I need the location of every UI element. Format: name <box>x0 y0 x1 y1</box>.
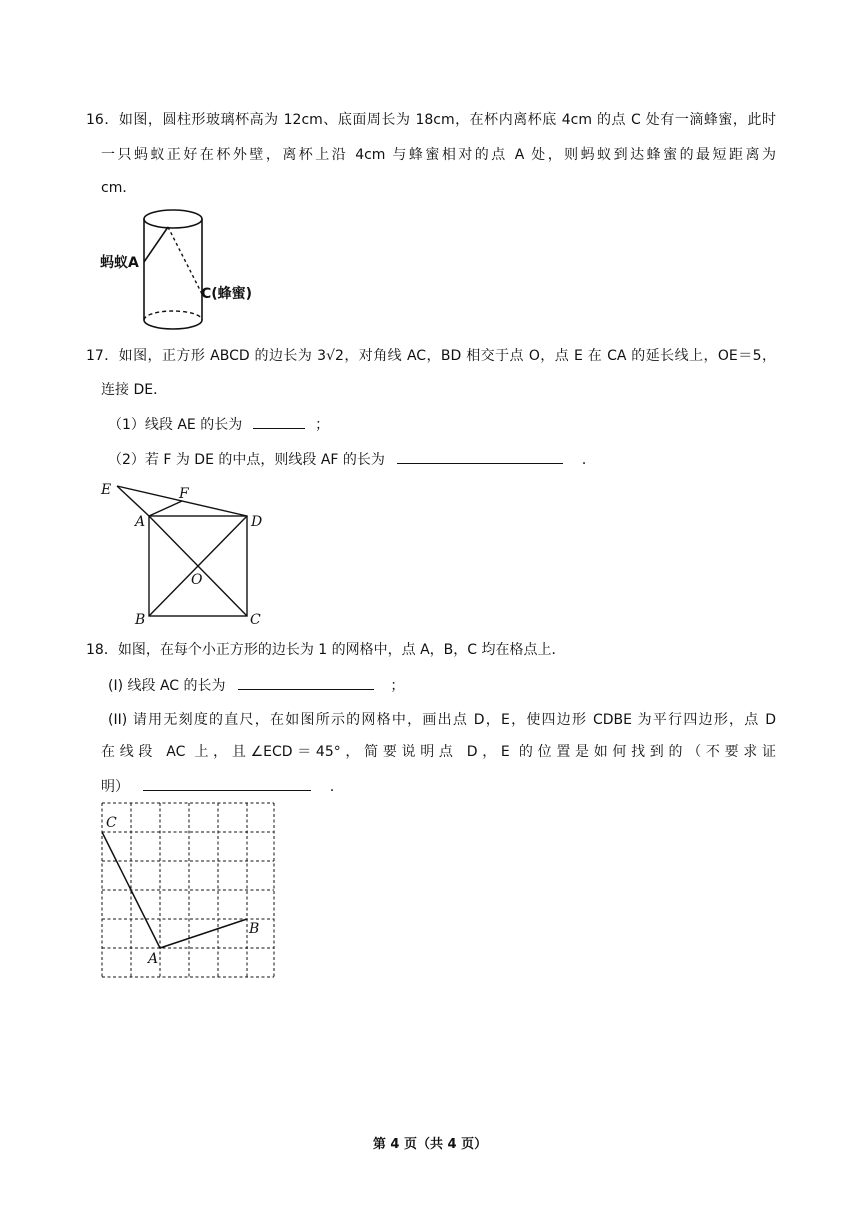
q18-part1: (I) 线段 AC 的长为 ； <box>108 674 404 696</box>
q18-part1-answer-blank[interactable] <box>238 674 374 690</box>
q17-part1: （1）线段 AE 的长为 ； <box>108 413 329 435</box>
q18-part2-line2: 在线段 AC 上，且∠ECD＝45°，简要说明点 D，E 的位置是如何找到的（不要求证 <box>101 744 776 760</box>
label-C: C <box>250 612 261 628</box>
cylinder-bottom-front <box>144 320 202 329</box>
q16-line1: 16．如图，圆柱形玻璃杯高为 12cm、底面周长为 18cm，在杯内离杯底 4cm 的点 C 处有一滴蜂蜜，此时 <box>86 112 776 128</box>
q18-grid-figure <box>100 800 280 985</box>
q17-part2: （2）若 F 为 DE 的中点，则线段 AF 的长为 ． <box>108 448 596 470</box>
label-E: E <box>101 482 112 498</box>
q17-line2: 连接 DE． <box>101 382 168 398</box>
path-ant-to-rim <box>144 227 168 262</box>
q16-line3: cm． <box>101 180 137 196</box>
honey-label: C(蜂蜜) <box>201 286 253 302</box>
line-E-A <box>117 486 149 516</box>
q18-part2-answer-blank[interactable] <box>143 775 311 791</box>
q17-line1: 17．如图，正方形 ABCD 的边长为 3√2，对角线 AC，BD 相交于点 O，点 E 在 CA 的延长线上，OE＝5， <box>86 348 776 364</box>
cylinder-bottom-back <box>144 311 202 320</box>
label-A: A <box>148 951 159 967</box>
q17-part2-answer-blank[interactable] <box>397 448 563 464</box>
line-A-F <box>149 501 182 516</box>
q17-square-figure <box>95 478 275 628</box>
q17-part1-answer-blank[interactable] <box>253 413 305 429</box>
page-footer: 第 4 页（共 4 页） <box>372 1137 488 1152</box>
label-D: D <box>251 514 263 530</box>
ant-label: 蚂蚁A <box>100 255 139 271</box>
q18-part2-line3: 明） ． <box>101 775 344 797</box>
q18-part2-line1: (II) 请用无刻度的直尺，在如图所示的网格中，画出点 D，E，使四边形 CDBE 为平行四边形，点 D <box>108 712 776 728</box>
label-C: C <box>106 815 117 831</box>
q18-line1: 18．如图，在每个小正方形的边长为 1 的网格中，点 A，B，C 均在格点上． <box>86 642 566 658</box>
q16-line2: 一只蚂蚁正好在杯外壁，离杯上沿 4cm 与蜂蜜相对的点 A 处，则蚂蚁到达蜂蜜的最短距离为 <box>101 147 776 163</box>
label-B: B <box>249 921 260 937</box>
segment-AB <box>160 919 247 948</box>
grid-lines <box>102 803 274 977</box>
cylinder-top-ellipse <box>144 210 202 228</box>
path-rim-to-honey <box>168 227 202 294</box>
label-F: F <box>179 486 189 502</box>
q16-cylinder-figure <box>95 200 295 340</box>
label-B: B <box>135 612 146 628</box>
label-A: A <box>135 514 146 530</box>
label-O: O <box>191 572 203 588</box>
